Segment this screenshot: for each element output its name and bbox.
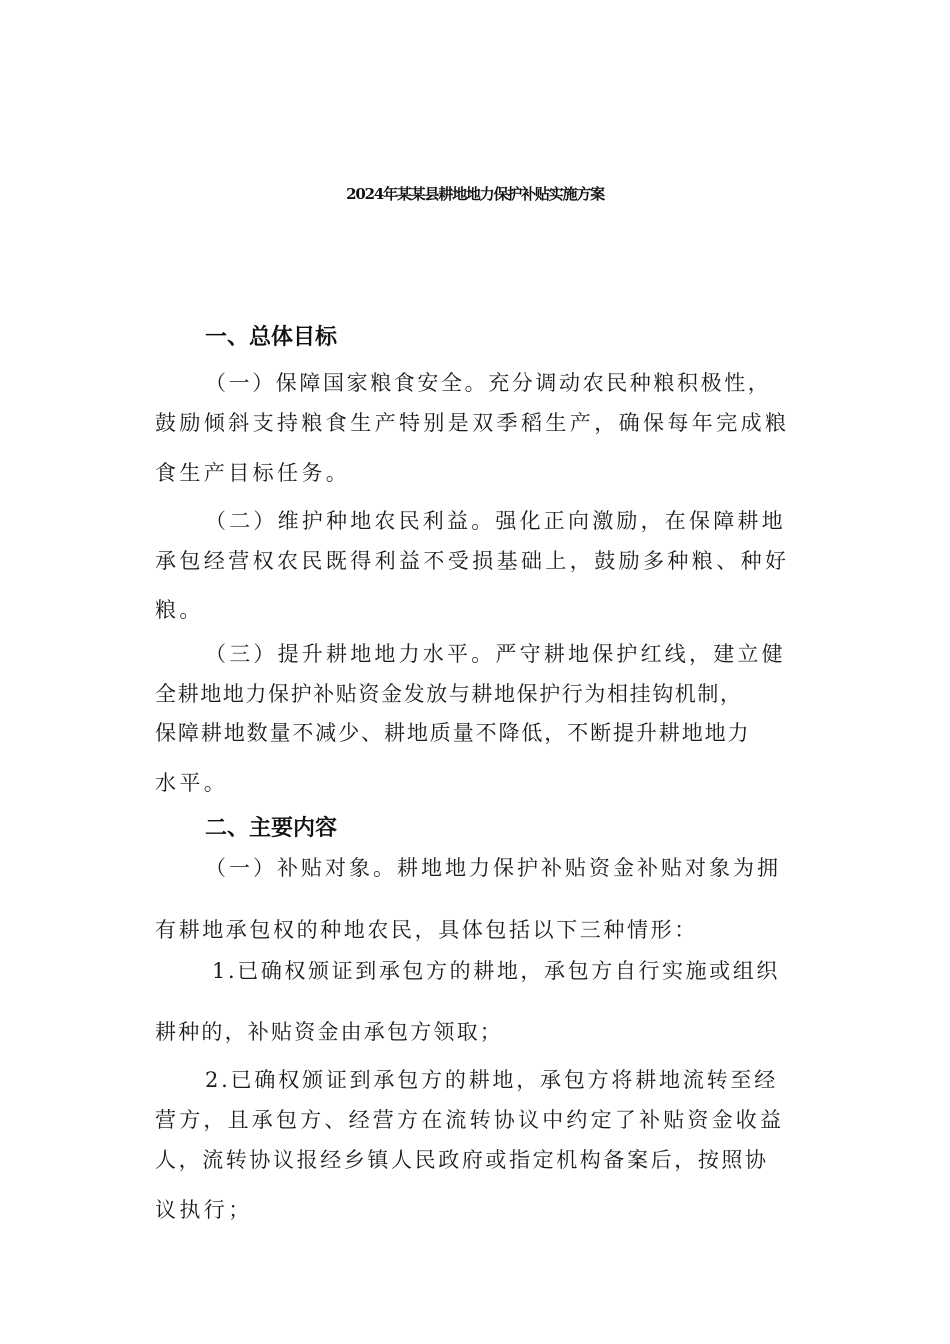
list-item-line: 耕种的，补贴资金由承包方领取； [155, 1020, 503, 1044]
paragraph-line: （一）保障国家粮食安全。充分调动农民种粮积极性， [205, 371, 772, 395]
list-item-line: 人，流转协议报经乡镇人民政府或指定机构备案后，按照协 [155, 1148, 769, 1172]
paragraph-line: 全耕地地力保护补贴资金发放与耕地保护行为相挂钩机制， [155, 682, 743, 706]
paragraph-line: 鼓励倾斜支持粮食生产特别是双季稻生产，确保每年完成粮 [155, 411, 790, 435]
paragraph-line: 保障耕地数量不减少、耕地质量不降低，不断提升耕地地力 [155, 721, 751, 745]
list-item-line: 议执行； [155, 1198, 253, 1222]
paragraph-line: （三）提升耕地地力水平。严守耕地保护红线，建立健 [205, 642, 786, 666]
paragraph-line: 有耕地承包权的种地农民，具体包括以下三种情形： [155, 918, 698, 942]
paragraph-line: （一）补贴对象。耕地地力保护补贴资金补贴对象为拥 [205, 856, 781, 880]
list-item-line: 2.已确权颁证到承包方的耕地，承包方将耕地流转至经 [205, 1068, 779, 1092]
section-heading-overall-goals: 一、总体目标 [205, 325, 338, 350]
paragraph-line: 食生产目标任务。 [155, 461, 351, 485]
list-item-line: 1.已确权颁证到承包方的耕地，承包方自行实施或组织 [212, 959, 781, 983]
list-item-line: 营方，且承包方、经营方在流转协议中约定了补贴资金收益 [155, 1108, 785, 1132]
paragraph-line: （二）维护种地农民利益。强化正向激励，在保障耕地 [205, 509, 786, 533]
document-title: 2024年某某县耕地地力保护补贴实施方案 [346, 185, 604, 203]
paragraph-line: 水平。 [155, 771, 229, 795]
paragraph-line: 粮。 [155, 598, 204, 622]
section-heading-main-content: 二、主要内容 [205, 816, 338, 841]
paragraph-line: 承包经营权农民既得利益不受损基础上，鼓励多种粮、种好 [155, 549, 790, 573]
